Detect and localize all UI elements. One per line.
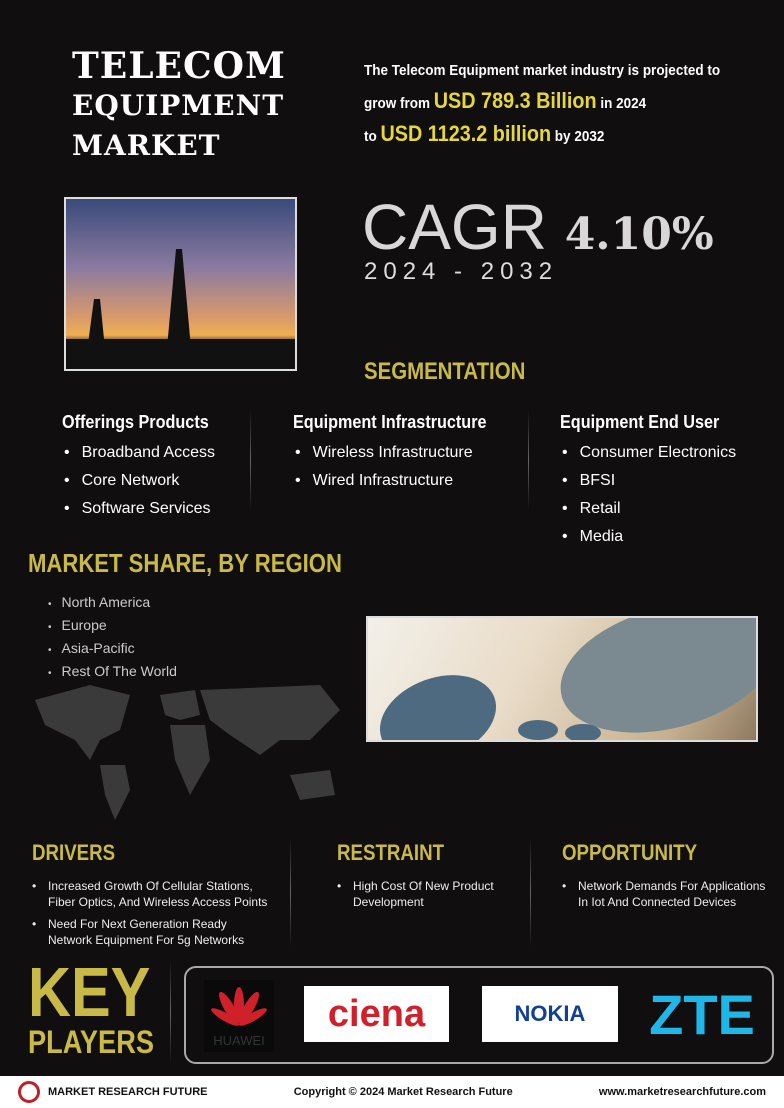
huawei-logo [204, 980, 274, 1052]
list-item: • Core Network [62, 467, 225, 495]
cagr-years: 2024 - 2032 [364, 258, 559, 285]
list-item: • Europe [48, 615, 177, 638]
tower-photo [64, 197, 297, 371]
footer [0, 1076, 784, 1108]
cagr-label: CAGR [362, 191, 547, 263]
segment-end-user [560, 412, 737, 551]
opportunity-section [562, 840, 772, 916]
section-title: DRIVERS [32, 840, 116, 865]
dish-shapes [368, 618, 756, 740]
text: by 2032 [551, 128, 605, 145]
segment-offerings [62, 412, 225, 523]
satellite-dish-photo [366, 616, 758, 742]
nokia-logo: NOKIA [482, 986, 618, 1042]
list-item: • North America [48, 592, 177, 615]
zte-logo: ZTE [649, 982, 755, 1046]
list-item: • Wired Infrastructure [293, 467, 508, 495]
list-item: • Need For Next Generation Ready Network Equipment For 5g Networks [32, 916, 272, 948]
segment-heading: Offerings Products [62, 412, 209, 432]
text: grow from [364, 95, 434, 112]
list-item: • Asia-Pacific [48, 638, 177, 661]
divider [290, 838, 291, 948]
cagr [362, 190, 714, 264]
list-item: • Media [560, 523, 737, 551]
footer-brand [18, 1081, 208, 1103]
projection-line [364, 119, 720, 152]
value-2032: USD 1123.2 billion [380, 121, 552, 146]
list-item: • High Cost Of New Product Development [337, 878, 507, 910]
divider [530, 838, 531, 948]
divider [250, 410, 251, 510]
drivers-section [32, 840, 272, 954]
projection-line: The Telecom Equipment market industry is projected to [364, 62, 721, 79]
divider [528, 410, 529, 510]
website-link[interactable]: www.marketresearchfuture.com [598, 1086, 766, 1098]
tower-silhouette [66, 199, 295, 369]
divider [170, 960, 171, 1064]
huawei-petals-icon [209, 985, 269, 1033]
region-title: MARKET SHARE, BY REGION [28, 548, 342, 578]
list-item: • Wireless Infrastructure [293, 439, 508, 467]
list-item: • Increased Growth Of Cellular Stations, Fiber Optics, And Wireless Access Points [32, 878, 272, 910]
title-line: TELECOM [72, 45, 286, 87]
title-line: MARKET [72, 129, 221, 162]
cagr-value: 4.10% [564, 209, 714, 260]
list-item: • Consumer Electronics [560, 439, 737, 467]
players-title: PLAYERS [28, 1024, 154, 1060]
projection-line [364, 86, 720, 119]
segment-heading: Equipment Infrastructure [293, 412, 487, 432]
projection-text [364, 56, 720, 152]
list-item: • Network Demands For Applications In Iot And Connected Devices [562, 878, 772, 910]
text: in 2024 [596, 95, 647, 112]
value-2024: USD 789.3 Billion [433, 88, 597, 113]
section-title: OPPORTUNITY [562, 840, 698, 865]
segment-infrastructure [293, 412, 508, 495]
title-line: EQUIPMENT [72, 89, 285, 122]
list-item: • Retail [560, 495, 737, 523]
segment-heading: Equipment End User [560, 412, 720, 432]
restraint-section [337, 840, 507, 916]
world-map [30, 680, 350, 820]
section-title: RESTRAINT [337, 840, 445, 865]
key-title: KEY [28, 953, 151, 1031]
list-item: • Rest Of The World [48, 661, 177, 684]
text: to [364, 128, 381, 145]
list-item: • Software Services [62, 495, 225, 523]
ciena-logo: ciena [304, 986, 449, 1042]
copyright: Copyright © 2024 Market Research Future [293, 1086, 513, 1098]
huawei-text: HUAWEI [213, 1032, 265, 1048]
mrf-logo-icon [18, 1081, 40, 1103]
list-item: • BFSI [560, 467, 737, 495]
segmentation-title: SEGMENTATION [364, 358, 526, 385]
list-item: • Broadband Access [62, 439, 225, 467]
region-list [48, 592, 177, 684]
page-title [72, 46, 286, 166]
brand-name: MARKET RESEARCH FUTURE [48, 1086, 208, 1098]
